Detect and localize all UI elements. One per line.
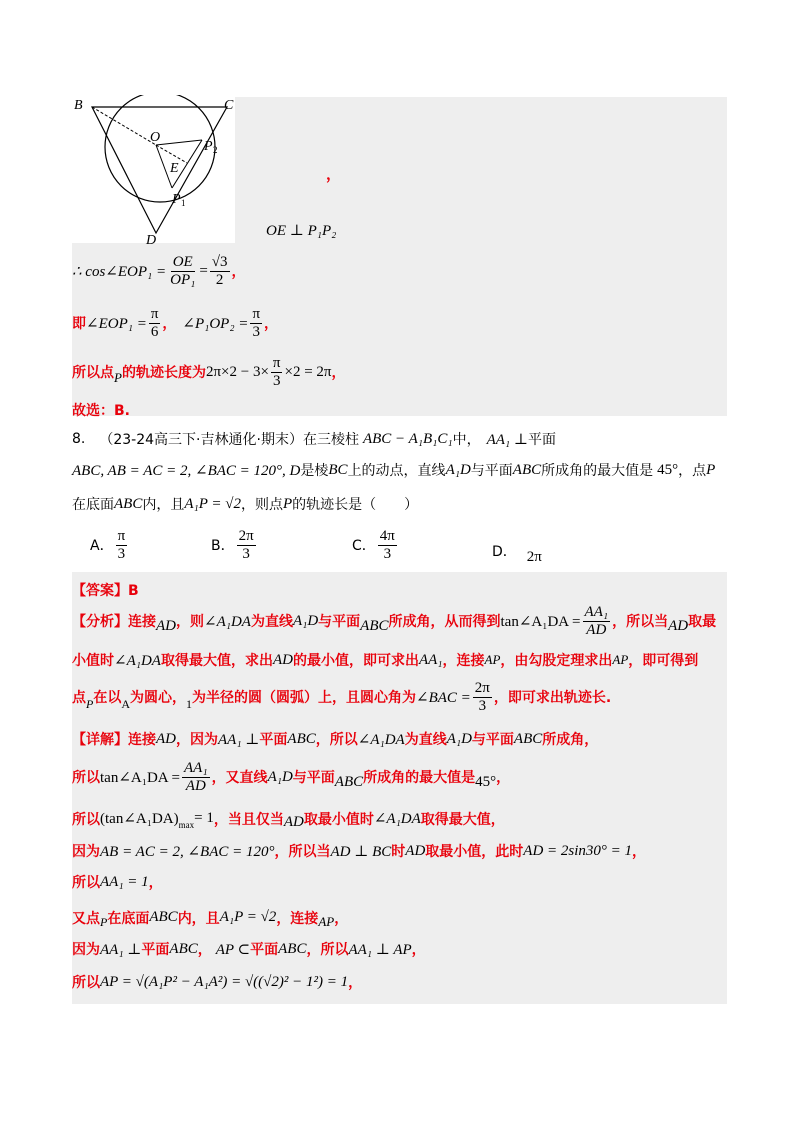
- circle-o: [105, 95, 215, 202]
- detail-line-7: 因为 AA₁ ⊥ 平面 ABC ， AP ⊂ 平面 ABC ，所以 AA₁ ⊥ AP ，: [72, 940, 426, 958]
- analysis-line-3: 点 P 在以 A 为圆心， 1 为半径的圆（圆弧）上，且圆心角为 ∠BAC = $\frac{2\pi}{3}$ ，即可求出轨迹长.: [72, 680, 612, 714]
- option-b[interactable]: B． $\frac{2\pi}{3}$: [211, 528, 254, 562]
- question-line-2: ABC, AB = AC = 2, ∠BAC = 120°, D 是棱 BC 上的动点，直线 A₁D 与平面 ABC 所成角的最大值是 45° ，点 P: [72, 461, 716, 479]
- label-e: E: [170, 161, 179, 176]
- detail-line-8: 所以 AP = √(A₁P² − A₁A²) = √((√2)² − 1²) = 1 ，: [72, 973, 363, 991]
- perp-oe-p1p2: OE ⊥ P₁P₂: [266, 223, 337, 239]
- option-a[interactable]: A． $\frac{\pi}{3}$: [90, 528, 126, 562]
- question-line-1: 8. （23-24高三下·吉林通化·期末）在三棱柱 ABC − A₁B₁C₁ 中， AA₁ ⊥ 平面: [72, 430, 557, 448]
- detail-line-4: 因为 AB = AC = 2, ∠BAC = 120° ，所以当 AD ⊥ BC 时 AD 取最小值，此时 AD = 2sin30° = 1 ，: [72, 842, 647, 860]
- triangle-bcd: [92, 107, 227, 233]
- analysis-line-1: 【分析】 连接 AD ，则 ∠A₁DA 为直线 A₁D 与平面 ABC 所成角，从而得到 tan∠A₁DA = $\frac{\text{AA₁}}{AD}$ ，所以当 AD 取最: [72, 604, 717, 638]
- label-b: B: [74, 98, 83, 113]
- option-c[interactable]: C． $\frac{4\pi}{3}$: [352, 528, 395, 562]
- answer-label: 【答案】B: [72, 583, 139, 599]
- choice-line: 故选：B.: [72, 403, 130, 419]
- segment-o-p2: [156, 140, 202, 145]
- analysis-line-2: 小值时 ∠A₁DA 取得最大值，求出 AD 的最小值，即可求出 AA₁ ，连接 AP ，由勾股定理求出 AP ，即可得到: [72, 651, 699, 669]
- option-d[interactable]: D． 2π: [492, 543, 542, 565]
- detail-line-6: 又点 P 在底面 ABC 内，且 A₁P = √2 ，连接 AP ，: [72, 909, 349, 929]
- detail-line-5: 所以 AA₁ = 1 ，: [72, 873, 163, 891]
- label-p2: P: [204, 139, 213, 154]
- label-p1-sub: 1: [181, 198, 186, 208]
- detail-line-1: 【详解】 连接 AD ，因为 AA₁ ⊥ 平面 ABC ，所以 ∠A₁DA 为直线 A₁D 与平面 ABC 所成角，: [72, 730, 599, 748]
- label-c: C: [224, 98, 234, 113]
- question-line-3: 在底面 ABC 内，且 A₁P = √2 ，则点 P 的轨迹长是（ ）: [72, 495, 419, 513]
- angle-line: 即 ∠EOP₁ = $\frac{\pi}{6}$ ， ∠P₁OP₂ = $\frac{\pi}{3}$ ，: [72, 306, 279, 340]
- cos-line: ∴ cos∠EOP₁ = $\frac{OE}{\text{OP₁}}$ = $\frac{√3}{2}$ ，: [72, 254, 246, 288]
- detail-line-3: 所以 (tan∠A₁DA) $_{max}$ = 1 ，当且仅当 AD 取最小值时 ∠A₁DA 取得最大值，: [72, 810, 505, 830]
- label-p2-sub: 2: [213, 145, 218, 155]
- label-d: D: [146, 233, 157, 245]
- track-line: 所以点 P 的轨迹长度为 2π×2 − 3× $\frac{\pi}{3}$ ×2 = 2π ，: [72, 355, 346, 389]
- label-p1: P: [172, 192, 181, 207]
- solution-comma: ，: [326, 165, 342, 183]
- label-o: O: [150, 130, 161, 145]
- detail-line-2: 所以 tan∠A₁DA = $\frac{\text{AA₁}}{AD}$ ，又直线 A₁D 与平面 ABC 所成角的最大值是 45° ，: [72, 760, 511, 794]
- geometry-figure: [72, 95, 237, 245]
